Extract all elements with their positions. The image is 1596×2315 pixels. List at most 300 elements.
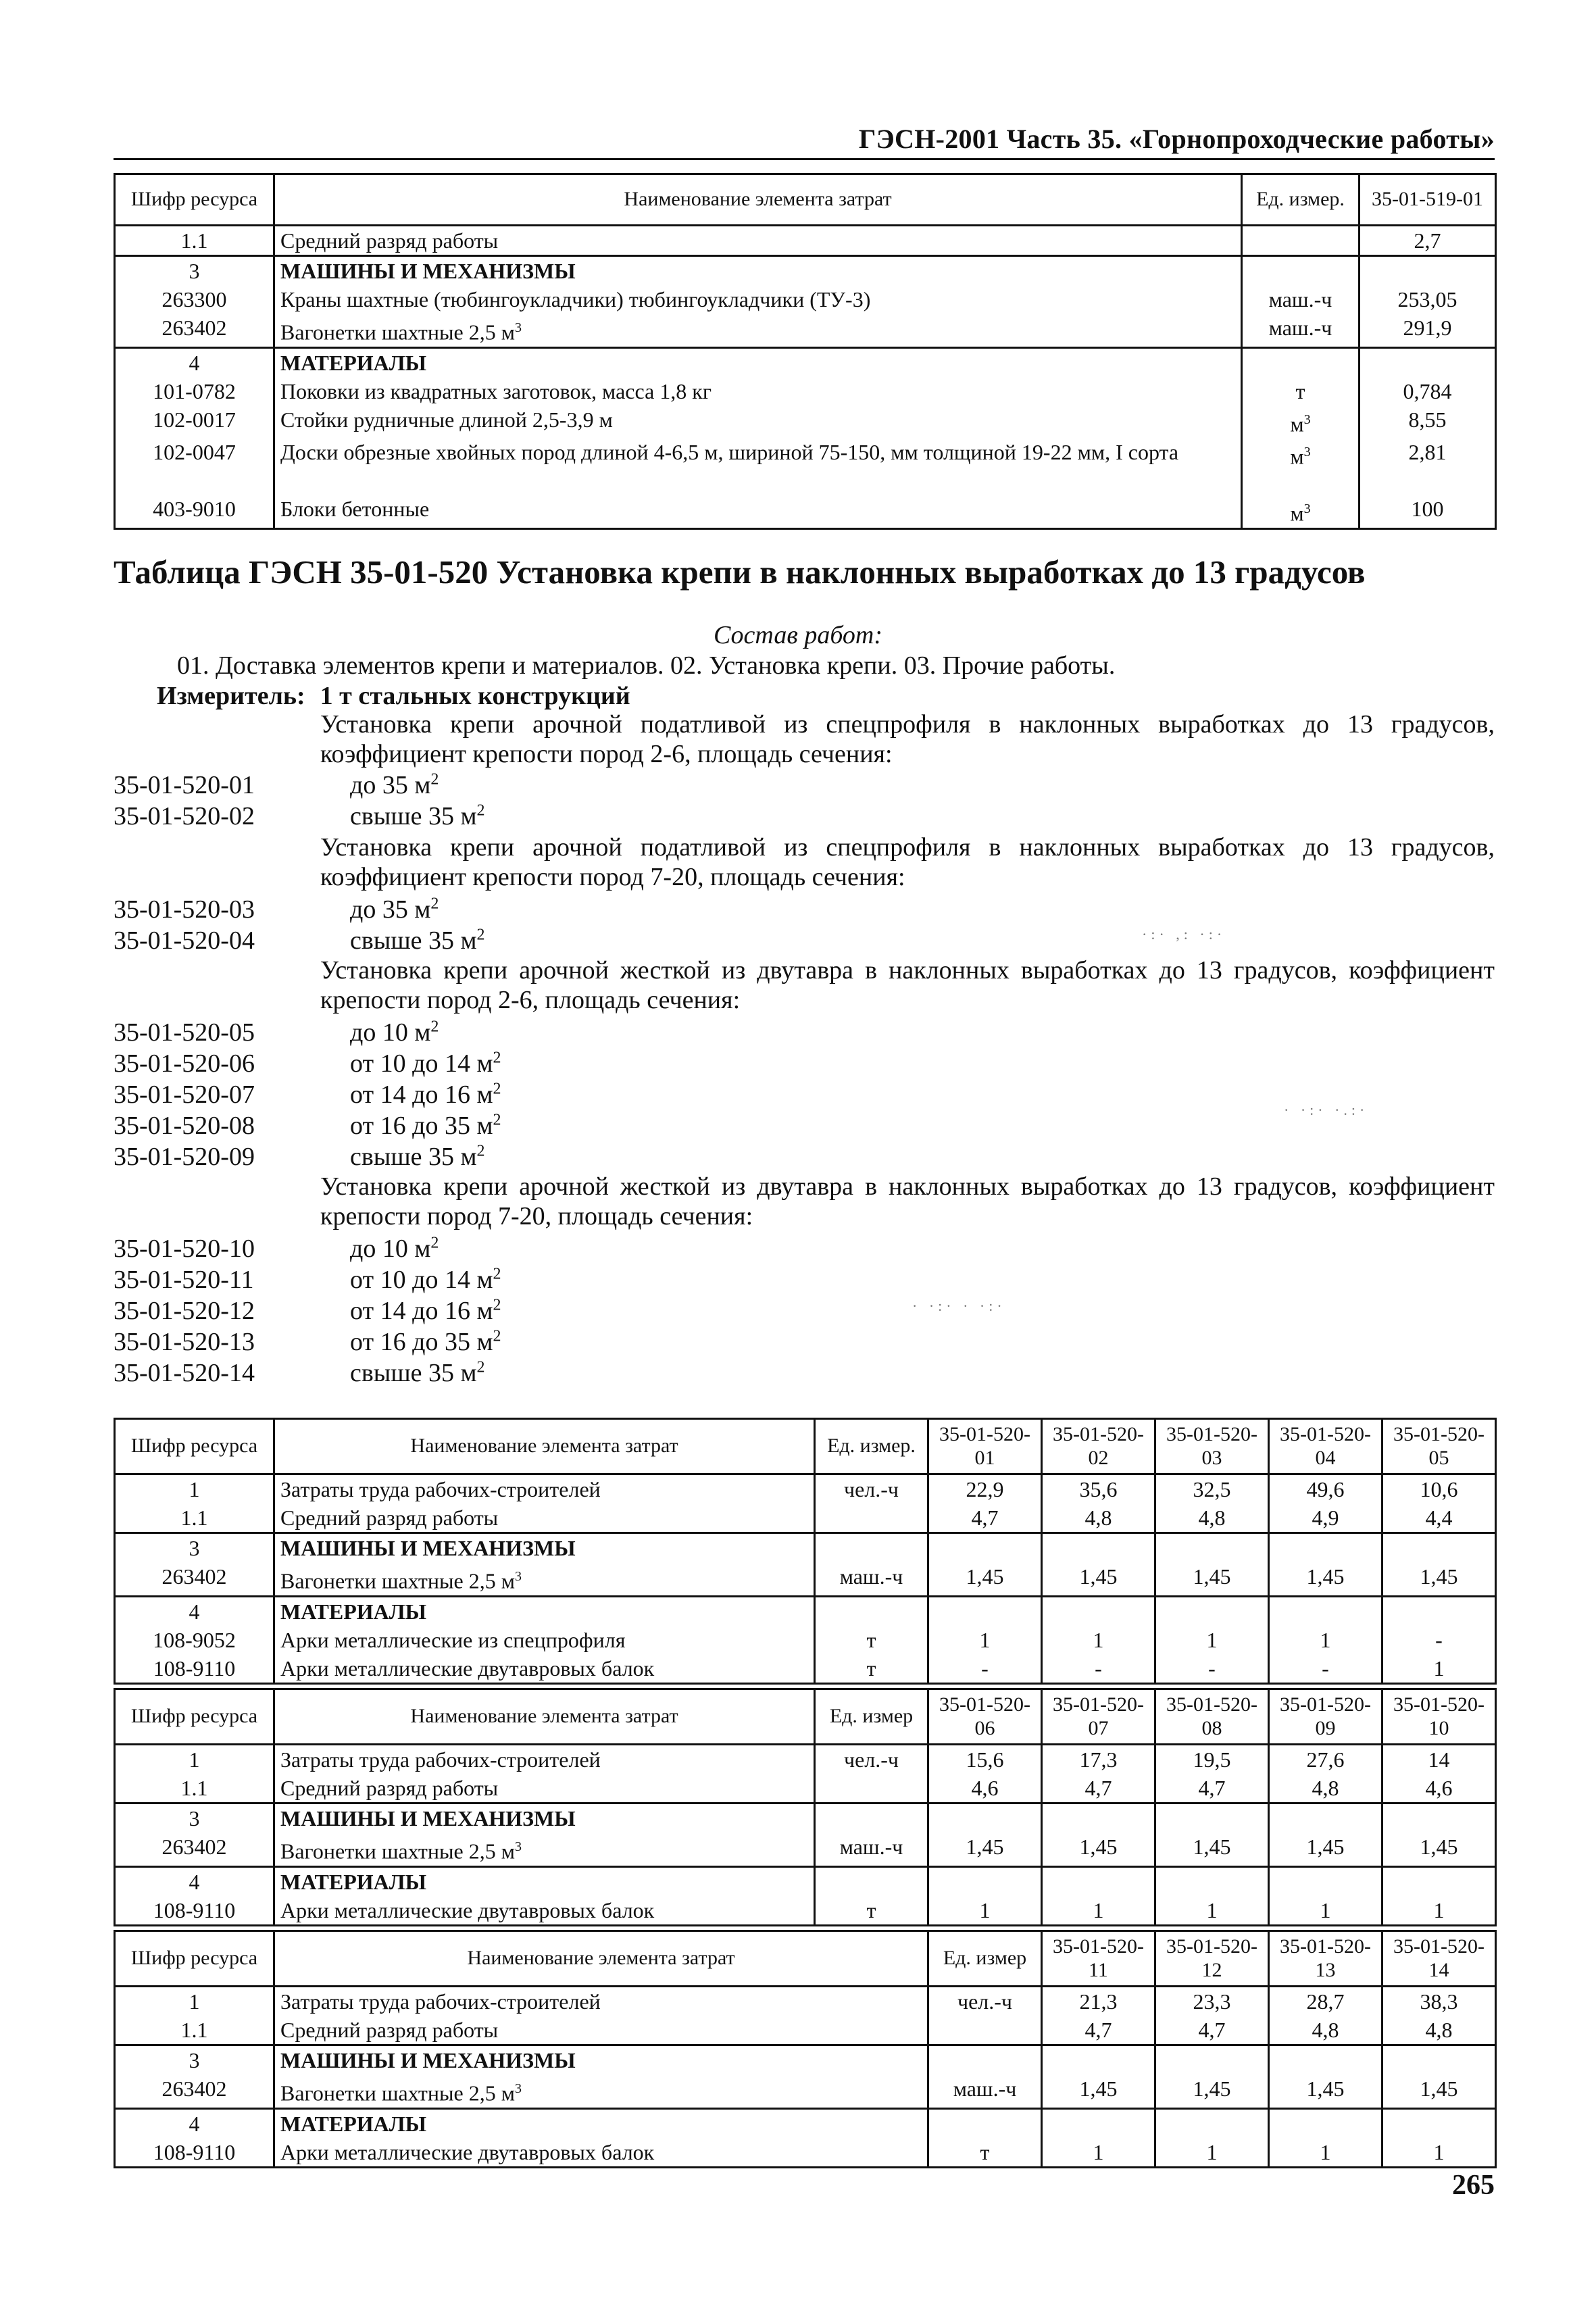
cell-code: 3 [115,2045,274,2075]
norm-text: от 10 до 14 м [350,1049,493,1078]
norm-sup: 2 [430,895,439,913]
cell-unit: маш.-ч [1242,314,1360,347]
cell-value: 1,45 [1269,1562,1382,1596]
cell-name-text: Затраты труда рабочих-строителей [280,1989,601,2014]
cell-value: 1 [1155,1896,1269,1926]
norm-text: свыше 35 м [350,1143,477,1171]
cell-value: 1 [1382,2138,1496,2168]
table-row [115,1833,1496,1866]
norm-text: от 14 до 16 м [350,1297,493,1325]
cell-name [274,1987,928,2016]
col-header-norm: 35-01-520-09 [1269,1689,1382,1745]
table-row [115,2045,1496,2075]
col-header-code: Шифр ресурса [115,174,274,226]
norm-item [114,1049,501,1078]
norm-item [114,895,439,924]
norm-sup: 2 [476,1358,485,1376]
cell-name: Доски обрезные хвойных пород длиной 4-6,5 м, шириной 75-150, мм толщиной 19-22 мм, I сорта [274,438,1242,495]
cell-name-text: Арки металлические двутавровых балок [280,2139,655,2164]
cell-value: - [1382,1626,1496,1654]
table-header-row [115,1419,1496,1474]
norm-item [114,1265,501,1295]
norm-text: до 35 м [350,771,431,799]
cell-value [928,1803,1042,1833]
table-row [115,1562,1496,1596]
norm-text: от 14 до 16 м [350,1080,493,1109]
cell-unit: маш.-ч [928,2074,1042,2108]
table-row [115,1654,1496,1684]
cell-code: 101-0782 [115,377,274,405]
norm-sup: 2 [476,1142,485,1160]
resource-table-520-01-05 [114,1418,1497,1685]
norm-code: 35-01-520-13 [114,1328,255,1356]
group-description: Установка крепи арочной жесткой из двутавра в наклонных выработках до 13 градусов, коэффициент крепости пород 7-20, площадь сечения: [320,1172,1495,1230]
cell-name [274,1474,815,1504]
table-row [115,1774,1496,1803]
cell-code: 102-0047 [115,438,274,495]
cell-value [1155,1866,1269,1896]
cell-value: 8,55 [1360,405,1496,439]
cell-value [1360,347,1496,377]
col-header-code: Шифр ресурса [115,1689,274,1745]
cell-value [1269,1596,1382,1626]
cell-value: 2,81 [1360,438,1496,495]
cell-name: Средний разряд работы [274,226,1242,256]
cell-value: 1 [928,1896,1042,1926]
norm-sup: 2 [493,1265,501,1283]
cell-code: 1.1 [115,1503,274,1533]
norm-sup: 2 [476,926,485,944]
cell-value: - [1155,1654,1269,1684]
cell-value: 4,8 [1269,2016,1382,2045]
cell-unit: т [815,1896,928,1926]
running-header: ГЭСН-2001 Часть 35. «Горнопроходческие работы» [858,124,1495,154]
cell-value: 1 [1155,1626,1269,1654]
table-row [115,1987,1496,2016]
cell-unit [1242,226,1360,256]
unit-text: м [1290,444,1304,469]
cell-code: 263402 [115,1562,274,1596]
col-header-norm: 35-01-520-06 [928,1689,1042,1745]
cell-name: Поковки из квадратных заготовок, масса 1,8 кг [274,377,1242,405]
cell-unit [815,1503,928,1533]
col-header-norm: 35-01-520-05 [1382,1419,1496,1474]
header-rule [114,158,1495,160]
norm-text: свыше 35 м [350,926,477,955]
cell-name [274,1745,815,1774]
cell-unit: т [815,1654,928,1684]
cell-unit [1242,495,1360,528]
norm-code: 35-01-520-03 [114,895,255,924]
table-title: Таблица ГЭСН 35-01-520 Установка крепи в наклонных выработках до 13 градусов [114,553,1366,591]
table-row [115,1626,1496,1654]
group-description: Установка крепи арочной податливой из спецпрофиля в наклонных выработках до 13 градусов, коэффициент крепости пород 7-20, площадь сечения: [320,833,1495,891]
cell-code: 108-9110 [115,2138,274,2168]
col-header-norm: 35-01-520-02 [1042,1419,1155,1474]
cell-unit [1242,438,1360,495]
norm-text: до 10 м [350,1018,431,1047]
unit-text: м [1290,412,1304,437]
cell-value [1269,1533,1382,1563]
cell-value: - [1269,1654,1382,1684]
norm-sup: 2 [493,1296,501,1314]
cell-value: - [928,1654,1042,1684]
col-header-norm: 35-01-520-11 [1042,1931,1155,1987]
cell-value: 4,7 [1155,2016,1269,2045]
cell-code: 3 [115,1533,274,1563]
cell-value [1269,2108,1382,2138]
norm-item [114,1296,501,1326]
norm-text: до 35 м [350,895,431,924]
cell-value: 1,45 [1155,1833,1269,1866]
cell-value [928,1866,1042,1896]
page-number: 265 [1452,2170,1495,2201]
cell-unit [928,2045,1042,2075]
col-header-unit: Ед. измер. [1242,174,1360,226]
cell-name-text: Затраты труда рабочих-строителей [280,1747,601,1772]
col-header-unit: Ед. измер [928,1931,1042,1987]
col-header-name: Наименование элемента затрат [274,1931,928,1987]
cell-value: 4,4 [1382,1503,1496,1533]
cell-value: 1 [1269,2138,1382,2168]
col-header-name: Наименование элемента затрат [274,1689,815,1745]
cell-value [928,1533,1042,1563]
cell-code: 1 [115,1745,274,1774]
section-heading: МАШИНЫ И МЕХАНИЗМЫ [274,256,1242,286]
cell-name [274,2138,928,2168]
cell-name-text: Средний разряд работы [280,1776,499,1800]
cell-unit [815,1803,928,1833]
unit-sup: 3 [1303,445,1311,460]
resource-table-520-06-10 [114,1688,1497,1926]
cell-code: 1.1 [115,2016,274,2045]
cell-value: 1,45 [1155,1562,1269,1596]
cell-value: 27,6 [1269,1745,1382,1774]
cell-value: 4,7 [1155,1774,1269,1803]
cell-unit: маш.-ч [815,1562,928,1596]
section-heading [274,1866,815,1896]
cell-value: 1 [1042,1896,1155,1926]
cell-name [274,1896,815,1926]
cell-value [1042,1866,1155,1896]
cell-value [1042,1533,1155,1563]
cell-value [1269,2045,1382,2075]
cell-value: 38,3 [1382,1987,1496,2016]
cell-value [1360,256,1496,286]
norm-code: 35-01-520-10 [114,1235,255,1263]
cell-code: 403-9010 [115,495,274,528]
norm-item [114,1111,501,1141]
cell-value: 14 [1382,1745,1496,1774]
cell-value: 4,7 [928,1503,1042,1533]
unit-sup: 3 [1303,412,1311,427]
cell-value: 1 [1042,1626,1155,1654]
group-description: Установка крепи арочной податливой из спецпрофиля в наклонных выработках до 13 градусов, коэффициент крепости пород 2-6, площадь сечения: [320,710,1495,768]
norm-item [114,1080,501,1110]
table-row [115,2108,1496,2138]
norm-sup: 2 [493,1080,501,1098]
work-list: 01. Доставка элементов крепи и материалов. 02. Установка крепи. 03. Прочие работы. [177,651,1116,680]
cell-code: 1.1 [115,226,274,256]
cell-code: 108-9052 [115,1626,274,1654]
cell-value [928,1596,1042,1626]
cell-value [1042,1596,1155,1626]
cell-code: 108-9110 [115,1896,274,1926]
cell-value [1382,2045,1496,2075]
cell-value: 1,45 [1155,2074,1269,2108]
cell-unit: т [815,1626,928,1654]
cell-code: 263402 [115,1833,274,1866]
table-row [115,1474,1496,1504]
cell-code: 263402 [115,314,274,347]
cell-name: Краны шахтные (тюбингоукладчики) тюбингоукладчики (ТУ-3) [274,285,1242,314]
scan-noise: · ·:· · ·:· [912,1297,1006,1314]
cell-value: 0,784 [1360,377,1496,405]
norm-sup: 2 [430,1018,439,1036]
cell-name [274,1503,815,1533]
norm-item [114,926,485,955]
cell-value: 1,45 [928,1562,1042,1596]
cell-value [1382,1866,1496,1896]
cell-value: 1 [1382,1654,1496,1684]
cell-unit: чел.-ч [928,1987,1042,2016]
cell-value: 2,7 [1360,226,1496,256]
norm-code: 35-01-520-08 [114,1112,255,1140]
cell-name-text: МАТЕРИАЛЫ [280,1869,426,1894]
cell-value [1155,1596,1269,1626]
cell-unit: т [1242,377,1360,405]
cell-name: Блоки бетонные [274,495,1242,528]
unit-sup: 3 [514,2081,522,2096]
cell-value: 4,8 [1155,1503,1269,1533]
cell-value: 19,5 [1155,1745,1269,1774]
cell-name-text: Арки металлические двутавровых балок [280,1656,655,1681]
cell-name [274,2016,928,2045]
cell-value [1042,2108,1155,2138]
group-description: Установка крепи арочной жесткой из двутавра в наклонных выработках до 13 градусов, коэффициент крепости пород 2-6, площадь сечения: [320,956,1495,1014]
norm-text: от 10 до 14 м [350,1266,493,1294]
cell-value: 22,9 [928,1474,1042,1504]
col-header-norm: 35-01-520-08 [1155,1689,1269,1745]
cell-name-text: Вагонетки шахтные 2,5 м [280,1839,515,1864]
col-header-norm: 35-01-520-14 [1382,1931,1496,1987]
col-header-norm: 35-01-520-10 [1382,1689,1496,1745]
norm-code: 35-01-520-12 [114,1297,255,1325]
cell-value [1155,2108,1269,2138]
col-header-unit: Ед. измер [815,1689,928,1745]
norm-sup: 2 [493,1327,501,1345]
cell-value: 1,45 [1042,2074,1155,2108]
cell-unit [815,1866,928,1896]
norm-code: 35-01-520-04 [114,926,255,955]
norm-code: 35-01-520-06 [114,1049,255,1078]
cell-value: 1 [1042,2138,1155,2168]
col-header-norm: 35-01-520-04 [1269,1419,1382,1474]
cell-unit [1242,256,1360,286]
cell-name-text: Средний разряд работы [280,2018,499,2042]
cell-name [274,2074,928,2108]
cell-code: 1 [115,1987,274,2016]
cell-unit: чел.-ч [815,1745,928,1774]
cell-value: 4,8 [1269,1774,1382,1803]
cell-value [1382,1533,1496,1563]
norm-sup: 2 [493,1111,501,1129]
norm-text: свыше 35 м [350,1359,477,1387]
col-header-name: Наименование элемента затрат [274,1419,815,1474]
cell-code: 4 [115,2108,274,2138]
cell-value [1269,1803,1382,1833]
cell-value: 21,3 [1042,1987,1155,2016]
cell-code: 102-0017 [115,405,274,439]
unit-text: м [1290,501,1304,526]
cell-value [1042,2045,1155,2075]
cell-name-text: Арки металлические двутавровых балок [280,1897,655,1922]
cell-value: - [1042,1654,1155,1684]
table-row [115,1896,1496,1926]
cell-name-text: Вагонетки шахтные 2,5 м [280,1568,515,1593]
cell-value [1269,1866,1382,1896]
cell-value: 1,45 [1382,2074,1496,2108]
norm-code: 35-01-520-01 [114,771,255,799]
table-header-row [115,1689,1496,1745]
cell-name-text: МАШИНЫ И МЕХАНИЗМЫ [280,1806,576,1831]
cell-unit: т [928,2138,1042,2168]
cell-value [1042,1803,1155,1833]
norm-item [114,1358,485,1388]
cell-code: 3 [115,256,274,286]
unit-sup: 3 [514,1839,522,1854]
cell-name-text: Затраты труда рабочих-строителей [280,1477,601,1501]
cell-name-text: МАТЕРИАЛЫ [280,2111,426,2136]
cell-unit [1242,347,1360,377]
section-heading: МАТЕРИАЛЫ [274,347,1242,377]
cell-value [1155,1533,1269,1563]
col-header-norm: 35-01-520-13 [1269,1931,1382,1987]
cell-value: 1,45 [1042,1562,1155,1596]
resource-table-520-11-14 [114,1930,1497,2168]
cell-value: 291,9 [1360,314,1496,347]
col-header-norm: 35-01-519-01 [1360,174,1496,226]
cell-value: 4,9 [1269,1503,1382,1533]
cell-code: 263402 [115,2074,274,2108]
table-header-row [115,1931,1496,1987]
norm-code: 35-01-520-02 [114,802,255,830]
cell-value: 23,3 [1155,1987,1269,2016]
cell-name-text: МАШИНЫ И МЕХАНИЗМЫ [280,2048,576,2072]
norm-item [114,1234,439,1264]
norm-code: 35-01-520-07 [114,1080,255,1109]
meter-value: 1 т стальных конструкций [320,682,630,710]
cell-name [274,1774,815,1803]
cell-value: 100 [1360,495,1496,528]
cell-unit: маш.-ч [815,1833,928,1866]
col-header-code: Шифр ресурса [115,1931,274,1987]
cell-value [1382,1803,1496,1833]
cell-name-text: Арки металлические из спецпрофиля [280,1627,626,1652]
table-row [115,1866,1496,1896]
cell-name [274,1626,815,1654]
cell-unit [928,2108,1042,2138]
meter-label: Измеритель: [157,682,305,710]
meter-line [157,681,630,711]
cell-value: 17,3 [1042,1745,1155,1774]
cell-value: 1 [1155,2138,1269,2168]
norm-item [114,770,439,800]
cell-unit [1242,405,1360,439]
cell-value: 4,7 [1042,2016,1155,2045]
col-header-code: Шифр ресурса [115,1419,274,1474]
cell-value: 28,7 [1269,1987,1382,2016]
section-heading [274,2045,928,2075]
norm-text: от 16 до 35 м [350,1112,493,1140]
table-row [115,1503,1496,1533]
cell-code: 4 [115,1596,274,1626]
cell-unit: маш.-ч [1242,285,1360,314]
section-heading [274,2108,928,2138]
cell-code: 263300 [115,285,274,314]
section-heading [274,1803,815,1833]
cell-value: 1,45 [1269,2074,1382,2108]
cell-code: 3 [115,1803,274,1833]
cell-name: Стойки рудничные длиной 2,5-3,9 м [274,405,1242,439]
scan-noise: · ·:· ·.:· [1284,1101,1369,1118]
norm-sup: 2 [430,1234,439,1252]
col-header-norm: 35-01-520-12 [1155,1931,1269,1987]
norm-item [114,1142,485,1172]
cell-value: 4,8 [1382,2016,1496,2045]
cell-name [274,1654,815,1684]
cell-name-text: МАТЕРИАЛЫ [280,1599,426,1624]
cell-value: 1,45 [928,1833,1042,1866]
table-row [115,1533,1496,1563]
cell-name [274,1562,815,1596]
table-row [115,1745,1496,1774]
cell-unit [815,1596,928,1626]
cell-value: 1,45 [1382,1833,1496,1866]
cell-value: 35,6 [1042,1474,1155,1504]
cell-value: 253,05 [1360,285,1496,314]
cell-unit [815,1774,928,1803]
cell-value [1382,1596,1496,1626]
cell-value [1155,2045,1269,2075]
cell-name-text: МАШИНЫ И МЕХАНИЗМЫ [280,1536,576,1560]
table-row [115,2138,1496,2168]
cell-name-text: Вагонетки шахтные 2,5 м [280,320,515,345]
cell-value: 10,6 [1382,1474,1496,1504]
cell-code: 1 [115,1474,274,1504]
cell-code: 4 [115,1866,274,1896]
norm-text: свыше 35 м [350,802,477,830]
cell-value: 1,45 [1042,1833,1155,1866]
cell-unit [928,2016,1042,2045]
norm-text: от 16 до 35 м [350,1328,493,1356]
norm-sup: 2 [476,801,485,820]
col-header-norm: 35-01-520-07 [1042,1689,1155,1745]
cell-value: 15,6 [928,1745,1042,1774]
norm-code: 35-01-520-09 [114,1143,255,1171]
unit-sup: 3 [1303,501,1311,517]
resource-table-519 [114,173,1497,530]
cell-name [274,1833,815,1866]
section-heading [274,1533,815,1563]
scan-noise: ·:· ,: ·:· [1142,926,1226,943]
cell-value: 1,45 [1382,1562,1496,1596]
norm-text: до 10 м [350,1235,431,1263]
cell-value [1382,2108,1496,2138]
cell-code: 4 [115,347,274,377]
cell-name-text: Вагонетки шахтные 2,5 м [280,2081,515,2106]
cell-unit: чел.-ч [815,1474,928,1504]
